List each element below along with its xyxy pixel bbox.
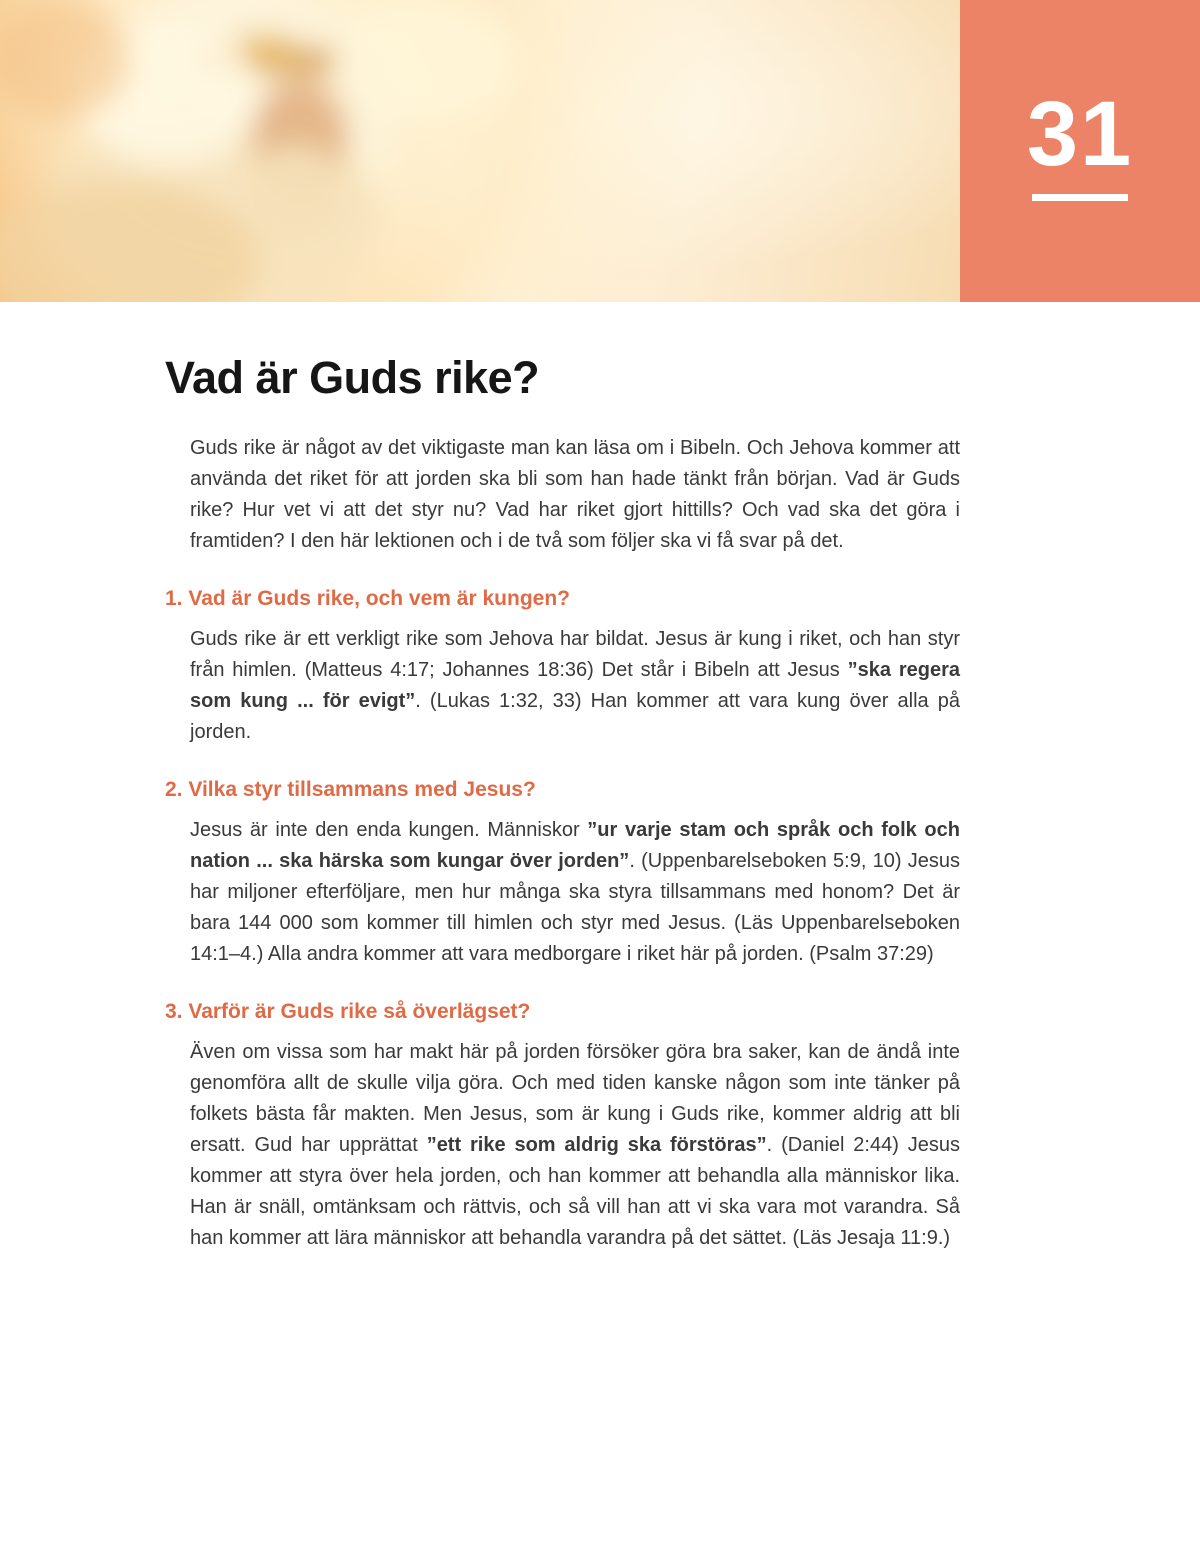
section-1-heading: 1. Vad är Guds rike, och vem är kungen?	[165, 586, 570, 610]
page-title: Vad är Guds rike?	[165, 352, 540, 403]
lesson-number-underline	[1032, 194, 1128, 201]
lesson-badge	[960, 0, 1200, 302]
section-3-paragraph: Även om vissa som har makt här på jorden försöker göra bra saker, kan de ändå inte genomföra allt de skulle vilja göra. Och med tiden kanske någon som inte tänker på folkets bästa får makten. Men Jesus, som är kung i Guds rike, kommer aldrig att bli ersatt. Gud har upprättat ”ett rike som aldrig ska förstöras”. (Daniel 2:44) Jesus kommer att styra över hela jorden, och han kommer att behandla alla människor lika. Han är snäll, omtänksam och rättvis, och så vill han att vi ska vara mot varandra. Så han kommer att lära människor att behandla varandra på det sättet. (Läs Jesaja 11:9.)	[190, 1040, 961, 1249]
lesson-content	[165, 354, 960, 1254]
section-3	[165, 1000, 960, 1254]
section-3-heading: 3. Varför är Guds rike så överlägset?	[165, 999, 531, 1023]
page-header	[0, 0, 1200, 302]
lesson-number: 31	[1026, 83, 1134, 185]
section-2-paragraph: Jesus är inte den enda kungen. Människor ”ur varje stam och språk och folk och nation ... ska härska som kungar över jorden”. (Uppenbarelseboken 5:9, 10) Jesus har miljoner efterföljare, men hur många ska styra tillsammans med honom? Det är bara 144 000 som kommer till himlen och styr med Jesus. (Läs Uppenbarelseboken 14:1–4.) Alla andra kommer att vara medborgare i riket här på jorden. (Psalm 37:29)	[190, 818, 960, 965]
section-2	[165, 778, 960, 970]
intro-paragraph: Guds rike är något av det viktigaste man kan läsa om i Bibeln. Och Jehova kommer att använda det riket för att jorden ska bli som han hade tänkt från början. Vad är Guds rike? Hur vet vi att det styr nu? Vad har riket gjort hittills? Och vad ska det göra i framtiden? I den här lektionen och i de två som följer ska vi få svar på det.	[190, 436, 960, 552]
section-2-heading: 2. Vilka styr tillsammans med Jesus?	[165, 777, 536, 801]
section-1	[165, 587, 960, 748]
hero-image	[0, 0, 960, 302]
section-1-paragraph: Guds rike är ett verkligt rike som Jehova har bildat. Jesus är kung i riket, och han styr från himlen. (Matteus 4:17; Johannes 18:36) Det står i Bibeln att Jesus ”ska regera som kung ... för evigt”. (Lukas 1:32, 33) Han kommer att vara kung över alla på jorden.	[190, 627, 960, 743]
crowned-figure-illustration	[0, 0, 960, 302]
